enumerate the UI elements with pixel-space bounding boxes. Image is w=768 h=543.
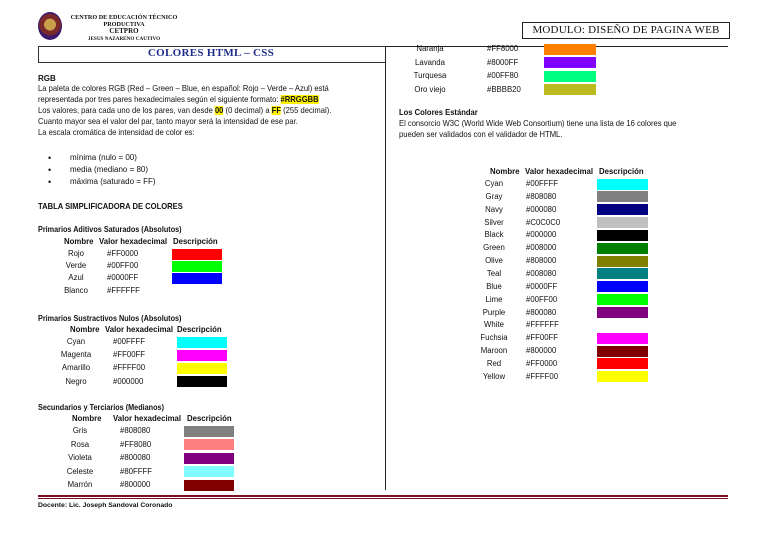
rgb-paragraph-line3 xyxy=(38,106,331,117)
color-swatch xyxy=(184,426,234,437)
color-swatch xyxy=(597,320,648,331)
color-name: Turquesa xyxy=(413,71,447,81)
color-swatch xyxy=(597,191,648,202)
scale-bullet-mid: • media (mediano = 80) xyxy=(70,165,148,176)
color-name: Navy xyxy=(485,204,503,214)
color-swatch xyxy=(177,337,227,348)
color-swatch xyxy=(597,307,648,318)
color-hex-value: #800000 xyxy=(526,346,557,356)
column-header-name: Nombre xyxy=(72,414,102,423)
color-swatch xyxy=(597,294,648,305)
color-swatch xyxy=(544,71,596,82)
color-hex-value: #00FFFF xyxy=(526,179,559,188)
color-hex-value: #008000 xyxy=(526,243,557,253)
color-name: Olive xyxy=(485,256,503,266)
module-title: MODULO: DISEÑO DE PAGINA WEB xyxy=(522,22,730,39)
color-name: Green xyxy=(483,243,505,253)
color-name: Celeste xyxy=(66,466,94,476)
footer-rule xyxy=(38,495,728,497)
color-name: Negro xyxy=(65,376,87,386)
column-header-description: Descripción xyxy=(177,325,222,334)
color-name: Azul xyxy=(68,273,84,283)
column-header-name: Nombre xyxy=(64,237,94,246)
rgb-paragraph-line2 xyxy=(38,95,319,106)
color-swatch xyxy=(184,453,234,464)
color-swatch xyxy=(177,376,227,387)
color-name: Teal xyxy=(486,268,502,278)
school-name-line1: CENTRO DE EDUCACIÓN TÉCNICO xyxy=(70,14,178,21)
color-name: Rosa xyxy=(70,439,90,449)
rgb-paragraph-line4: Cuanto mayor sea el valor del par, tanto mayor será la intensidad de ese par. xyxy=(38,117,298,126)
color-name: Marrón xyxy=(67,480,93,490)
color-hex-value: #808080 xyxy=(526,191,557,201)
color-swatch xyxy=(544,84,596,95)
color-hex-value: #008080 xyxy=(526,268,557,278)
column-header-hex: Valor hexadecimal xyxy=(525,167,594,176)
school-name xyxy=(62,14,186,43)
color-name: Magenta xyxy=(60,350,92,360)
color-hex-value: #BBBB20 xyxy=(487,84,521,94)
color-swatch xyxy=(597,217,648,228)
color-swatch xyxy=(597,243,648,254)
color-swatch xyxy=(184,480,234,491)
table-section-title: TABLA SIMPLIFICADORA DE COLORES xyxy=(38,202,183,211)
color-name: Purple xyxy=(482,307,506,317)
color-hex-value: #00FFFF xyxy=(113,337,146,346)
color-hex-value: #000000 xyxy=(526,230,557,240)
color-name: Black xyxy=(484,230,504,240)
color-hex-value: #000000 xyxy=(113,376,144,386)
color-swatch xyxy=(597,230,648,241)
school-name-line4: JESUS NAZARENO CAUTIVO xyxy=(87,35,161,42)
color-swatch xyxy=(184,439,234,450)
column-header-hex: Valor hexadecimal xyxy=(99,237,168,246)
color-name: Amarillo xyxy=(61,363,91,373)
color-name: Silver xyxy=(484,217,504,227)
range-text-pre: Los valores, para cada uno de los pares, van desde xyxy=(38,106,213,115)
color-name: Rojo xyxy=(67,249,85,258)
color-swatch xyxy=(172,285,222,296)
color-swatch xyxy=(597,346,648,357)
column-header-description: Descripción xyxy=(599,167,644,176)
color-swatch xyxy=(172,249,222,260)
color-name: Cyan xyxy=(484,179,504,188)
color-hex-value: #C0C0C0 xyxy=(526,217,561,227)
color-swatch xyxy=(597,281,648,292)
color-hex-value: #FF0000 xyxy=(526,358,558,368)
color-name: Red xyxy=(486,358,502,368)
color-hex-value: #0000FF xyxy=(107,273,139,283)
standard-heading: Los Colores Estándar xyxy=(399,108,478,117)
footer-rule-thin xyxy=(38,498,728,499)
color-swatch xyxy=(597,179,648,190)
color-name: Blanco xyxy=(64,285,88,295)
color-hex-value: #800080 xyxy=(120,453,151,463)
footer-teacher: Docente: Lic. Joseph Sandoval Coronado xyxy=(38,502,173,509)
color-name: Gray xyxy=(485,191,503,201)
scale-bullet-min: • mínima (nulo = 00) xyxy=(70,153,137,164)
color-hex-value: #8000FF xyxy=(487,57,519,67)
color-swatch xyxy=(597,371,648,382)
color-hex-value: #00FF80 xyxy=(487,71,519,81)
color-swatch xyxy=(172,273,222,284)
color-hex-value: #FFFF00 xyxy=(113,363,146,373)
range-text-mid: (0 decimal) a xyxy=(225,106,270,115)
range-min-value: 00 xyxy=(214,106,224,115)
color-name: Verde xyxy=(65,261,87,271)
color-hex-value: #00FF00 xyxy=(526,294,558,304)
school-name-line3: CETPRO xyxy=(109,27,139,36)
color-swatch xyxy=(184,466,234,477)
color-hex-value: #0000FF xyxy=(526,281,558,291)
color-swatch xyxy=(177,350,227,361)
rgb-format-code: #RRGGBB xyxy=(280,95,319,104)
color-hex-value: #FF0000 xyxy=(107,249,139,258)
column-header-name: Nombre xyxy=(70,325,100,334)
color-hex-value: #FF00FF xyxy=(113,350,146,360)
color-hex-value: #FFFFFF xyxy=(526,320,559,330)
school-logo xyxy=(38,12,62,40)
color-swatch xyxy=(177,363,227,374)
page-title: COLORES HTML – CSS xyxy=(147,47,275,59)
color-swatch xyxy=(597,333,648,344)
standard-paragraph-line1: El consorcio W3C (World Wide Web Consortium) tiene una lista de 16 colores que xyxy=(399,119,677,128)
color-swatch xyxy=(544,44,596,55)
color-name: Blue xyxy=(486,281,502,291)
column-header-description: Descripción xyxy=(173,237,218,246)
color-name: Oro viejo xyxy=(414,84,446,94)
color-swatch xyxy=(544,57,596,68)
standard-paragraph-line2: pueden ser validados con el validador de HTML. xyxy=(399,130,563,139)
scale-bullet-max: • máxima (saturado = FF) xyxy=(70,177,156,188)
rgb-paragraph-line5: La escala cromática de intensidad de color es: xyxy=(38,128,195,137)
subtractive-heading: Primarios Sustractivos Nulos (Absolutos) xyxy=(38,314,182,323)
color-name: Gris xyxy=(72,426,88,435)
color-hex-value: #FF8080 xyxy=(120,439,152,449)
column-divider xyxy=(385,46,386,490)
primary-heading: Primarios Aditivos Saturados (Absolutos) xyxy=(38,225,182,234)
color-swatch xyxy=(597,268,648,279)
column-header-hex: Valor hexadecimal xyxy=(113,414,182,423)
column-header-name: Nombre xyxy=(490,167,520,176)
color-name: Maroon xyxy=(480,346,508,356)
color-hex-value: #000080 xyxy=(526,204,557,214)
range-max-value: FF xyxy=(271,106,281,115)
color-hex-value: #808080 xyxy=(120,426,151,435)
rgb-format-text: representada por tres pares hexadecimales según el siguiente formato: xyxy=(38,95,279,104)
color-swatch xyxy=(172,261,222,272)
color-name: Cyan xyxy=(66,337,86,346)
color-name: Fuchsia xyxy=(480,333,508,343)
color-name: Lime xyxy=(485,294,503,304)
range-text-post: (255 decimal). xyxy=(283,106,332,115)
color-hex-value: #800080 xyxy=(526,307,557,317)
color-hex-value: #FF00FF xyxy=(526,333,559,343)
color-hex-value: #00FF00 xyxy=(107,261,139,271)
color-name: Violeta xyxy=(68,453,92,463)
color-hex-value: #800000 xyxy=(120,480,151,490)
rgb-paragraph-line1: La paleta de colores RGB (Red – Green – Blue, en español: Rojo – Verde – Azul) está xyxy=(38,84,329,93)
color-hex-value: #808000 xyxy=(526,256,557,266)
color-hex-value: #80FFFF xyxy=(120,466,153,476)
rgb-heading: RGB xyxy=(38,73,56,83)
school-name-line2: PRODUCTIVA xyxy=(103,21,145,29)
color-name: White xyxy=(484,320,504,330)
column-header-hex: Valor hexadecimal xyxy=(105,325,174,334)
color-hex-value: #FFFFFF xyxy=(107,285,140,295)
color-swatch xyxy=(597,358,648,369)
color-hex-value: #FF8000 xyxy=(487,44,519,53)
color-name: Yellow xyxy=(482,371,506,381)
color-hex-value: #FFFF00 xyxy=(526,371,559,381)
color-swatch xyxy=(597,204,648,215)
color-swatch xyxy=(597,256,648,267)
color-name: Lavanda xyxy=(415,57,445,67)
secondary-heading: Secundarios y Terciarios (Medianos) xyxy=(38,403,165,412)
column-header-description: Descripción xyxy=(187,414,232,423)
color-name: Naranja xyxy=(416,44,444,53)
